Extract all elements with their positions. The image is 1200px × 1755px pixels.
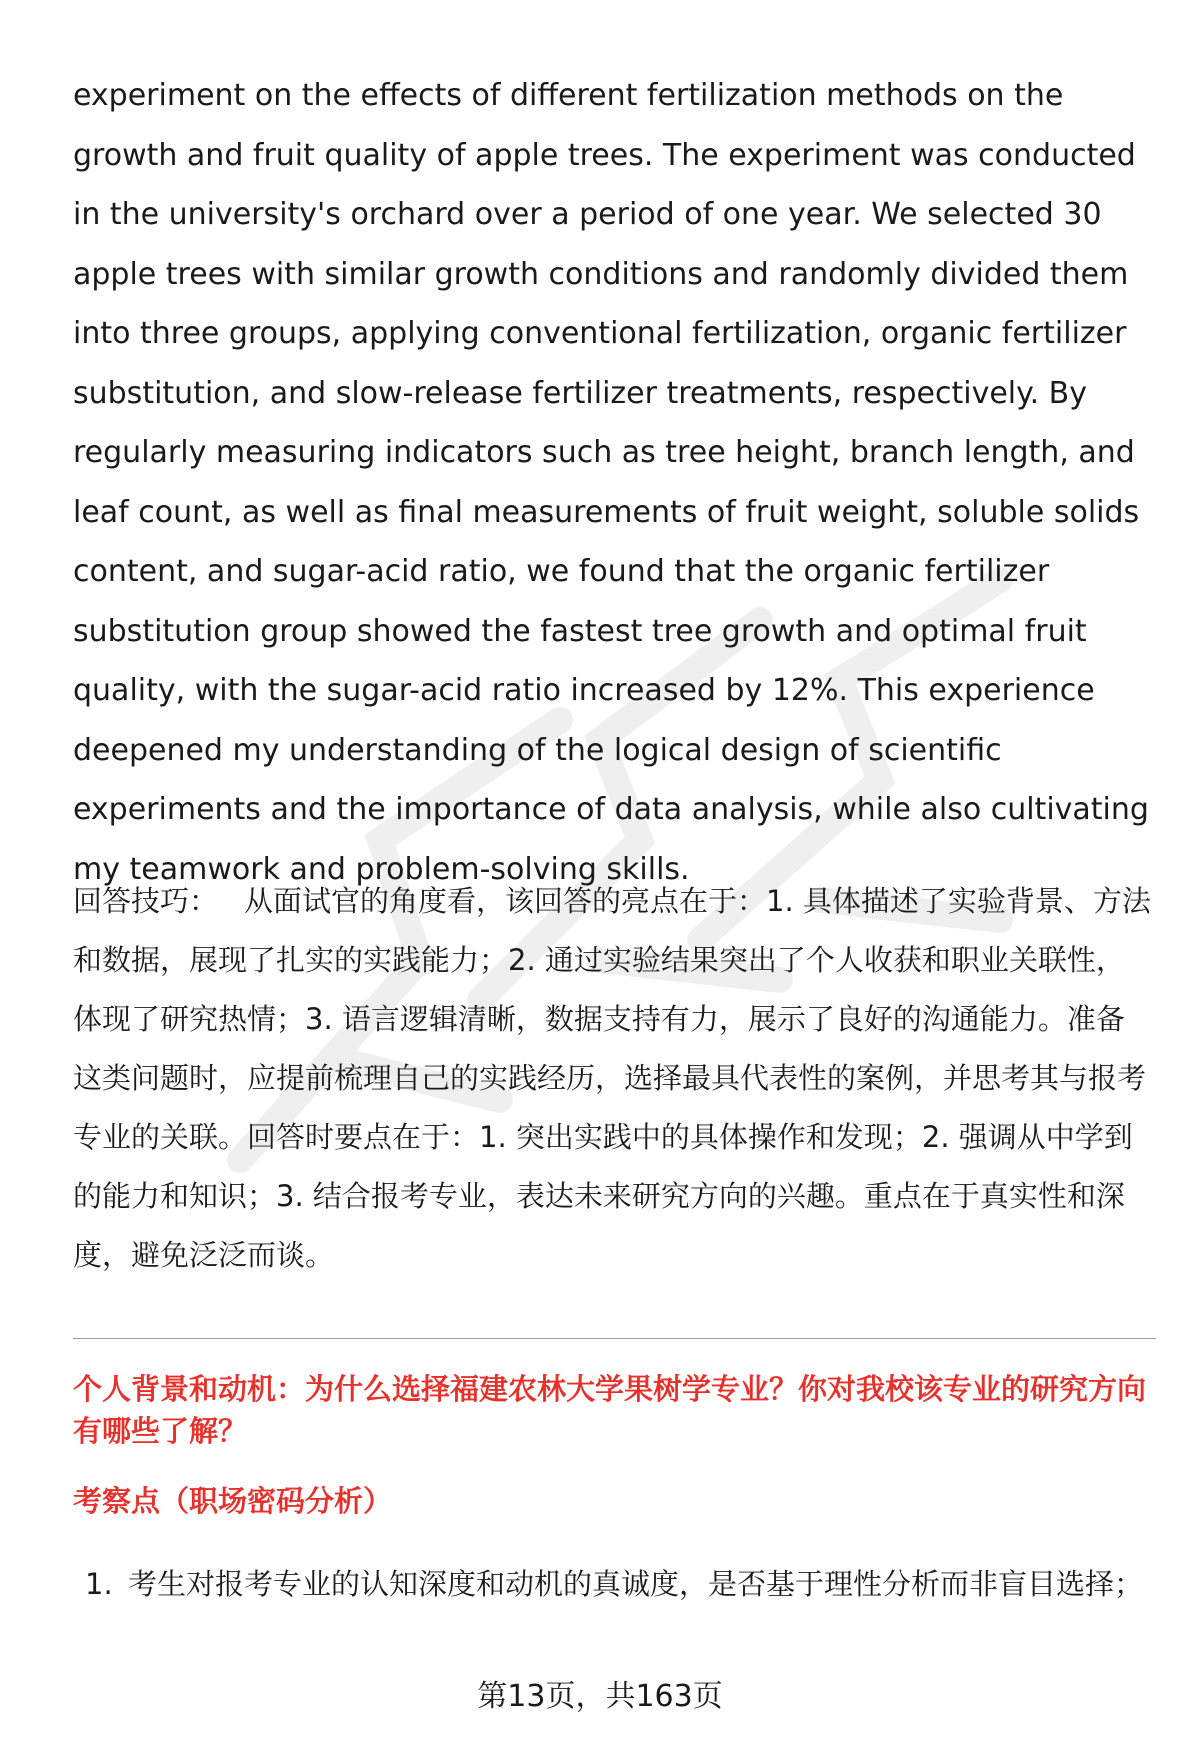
assessment-points-list [73,1555,1156,1613]
answer-tips-paragraph [73,872,1153,1285]
page-number: 第13页，共163页 [477,1679,723,1714]
answer-tips-label: 回答技巧： [73,884,219,918]
answer-tips-text: 从面试官的角度看，该回答的亮点在于：1. 具体描述了实验背景、方法和数据，展现了扎实的实践能力；2. 通过实验结果突出了个人收获和职业关联性，体现了研究热情；3. 语言逻辑清晰，数据支持有力，展示了良好的沟通能力。准备这类问题时，应提前梳理自己的实践经历，选择最具代表性的案例，并思考其与报考专业的关联。回答时要点在于：1. 突出实践中的具体操作和发现；2. 强调从中学到的能力和知识；3. 结合报考专业，表达未来研究方向的兴趣。重点在于真实性和深度，避免泛泛而谈。 [73,884,1151,1272]
experience-paragraph: experiment on the effects of different fertilization methods on the growth and fruit quality of apple trees. The experiment was conducted in the university's orchard over a period of one year. We selected 30 apple trees with similar growth conditions and randomly divided them into three groups, applying conventional fertilization, organic fertilizer substitution, and slow-release fertilizer treatments, respectively. By regularly measuring indicators such as tree height, branch length, and leaf count, as well as final measurements of fruit weight, soluble solids content, and sugar-acid ratio, we found that the organic fertilizer substitution group showed the fastest tree growth and optimal fruit quality, with the sugar-acid ratio increased by 12%. This experience deepened my understanding of the logical design of scientific experiments and the importance of data analysis, while also cultivating my teamwork and problem-solving skills. [73,78,1149,887]
list-item [73,1555,1156,1613]
assessment-points-heading: 考察点（职场密码分析） [73,1484,393,1518]
question-title: 个人背景和动机：为什么选择福建农林大学果树学专业？你对我校该专业的研究方向有哪些了解？ [73,1372,1147,1448]
section-divider [73,1338,1156,1339]
list-item-text: 考生对报考专业的认知深度和动机的真诚度，是否基于理性分析而非盲目选择； [128,1567,1144,1601]
list-item-number: 1. [85,1567,113,1601]
